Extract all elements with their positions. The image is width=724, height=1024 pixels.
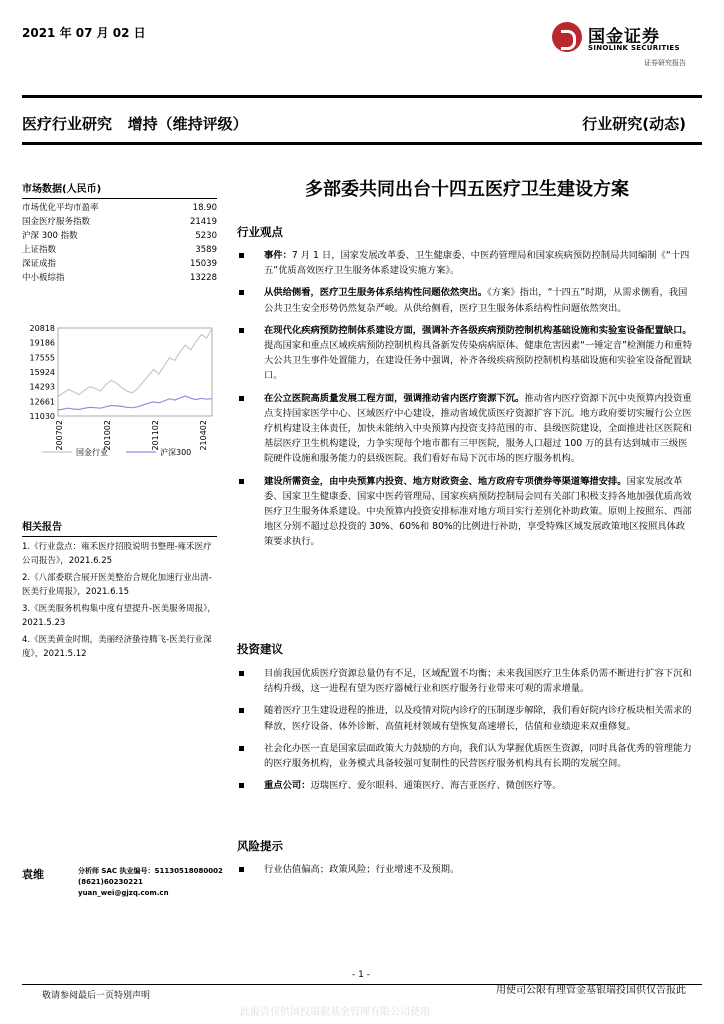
company-logo	[552, 20, 702, 62]
market-row	[22, 257, 217, 271]
report-date: 2021 年 07 月 02 日	[22, 26, 146, 40]
bullet-lead: 从供给侧看，医疗卫生服务体系结构性问题依然突出。	[264, 287, 488, 299]
market-row-label: 国金医疗服务指数	[22, 217, 91, 227]
bullet-text: 目前我国优质医疗资源总量仍有不足，区域配置不均衡；未来我国医疗卫生体系仍需不断进行扩容下沉和结构升级，这一进程有望为医疗器械行业和医疗服务行业带来可观的需求增量。	[264, 668, 692, 695]
bullet-lead: 在现代化疾病预防控制体系建设方面，强调补齐各级疾病预防控制机构基础设施和实验室设备配置缺口。	[264, 324, 692, 336]
bullet-lead: 重点公司：	[264, 780, 311, 792]
chart-y-tick-label: 19186	[29, 338, 55, 348]
index-chart-svg	[22, 320, 217, 480]
market-data-rows	[22, 201, 217, 285]
logo-en-text: SINOLINK SECURITIES	[588, 44, 680, 52]
market-row-value: 18.90	[192, 203, 217, 213]
market-row-label: 上证指数	[22, 245, 57, 255]
bullet-item	[237, 391, 692, 467]
market-row	[22, 201, 217, 215]
report-type-tag: 证券研究报告	[644, 59, 686, 67]
industry-view-list	[237, 248, 692, 557]
chart-plot-frame	[58, 328, 212, 416]
bullet-text: 《方案》指出，“十四五”时期，从需求侧看，我国公共卫生安全形势仍然复杂严峻。从供给侧看，医疗卫生服务体系结构性问题依然突出。	[264, 287, 688, 314]
analyst-contact-line[interactable]: yuan_wei@gjzq.com.cn	[78, 889, 169, 897]
related-divider	[22, 536, 217, 537]
chart-series-line-0	[58, 328, 212, 397]
market-data-panel	[22, 180, 217, 285]
bullet-item	[237, 248, 692, 278]
page-number: - 1 -	[352, 970, 370, 980]
market-row	[22, 229, 217, 243]
chart-x-tick-label: 210402	[199, 420, 208, 451]
bullet-lead: 事件：	[264, 250, 292, 261]
bullet-text: 提高国家和重点区域疾病预防控制机构具备新发传染病病原体、健康危害因素“一锤定音”检测能力和重特大公共卫生事件处置能力，在建设任务中强调，补齐各级疾病预防控制机构基础设施和实验室设备配置缺口。	[264, 340, 692, 382]
footer-disclaimer: 敬请参阅最后一页特别声明	[42, 991, 151, 1001]
market-row-value: 3589	[195, 245, 217, 255]
chart-y-tick-label: 15924	[29, 368, 55, 377]
market-row	[22, 271, 217, 285]
related-reports-title: 相关报告	[22, 522, 62, 533]
related-report-item[interactable]: 1.《行业盘点：雍禾医疗招股说明书整理-雍禾医疗公司报告》，2021.6.25	[22, 542, 212, 566]
section-industry-view: 行业观点	[237, 225, 283, 239]
bullet-lead: 在公立医院高质量发展工程方面，强调推动省内医疗资源下沉。	[264, 392, 525, 404]
bullet-text: 随着医疗卫生建设进程的推进，以及疫情对院内诊疗的压制逐步解除，我们看好院内诊疗板块相关需求的释放，医疗设备、体外诊断、高值耗材领域有望恢复高速增长，估值和业绩迎来双重修复。	[264, 705, 692, 732]
market-row-label: 中小板综指	[22, 273, 65, 283]
chart-y-tick-label: 11030	[29, 412, 55, 421]
bullet-text: 推动省内医疗资源下沉中央预算内投资重点支持国家医学中心、区域医疗中心建设，推动省域优质医疗资源扩容下沉。地方政府要切实履行公立医疗机构建设主体责任，加快未能纳入中央预算内投资支持范围的市、县级医院建设，全面推进社区医院和基层医疗卫生机构建设，力争实现每个地市都有三甲医院，服务人口超过 100 万的县有达到城市三级医院硬件设施和服务能力的县级医院。我们看好布局下沉市场的医疗服务机构。	[264, 392, 692, 465]
market-row-value: 5230	[195, 231, 217, 241]
footer-watermark-text: 此报告仅供国投瑞银基金管理有限公司使用	[240, 1007, 430, 1018]
bullet-text: 国家发展改革委、国家卫生健康委、国家中医药管理局、国家疾病预防控制局会同有关部门积极支持各地加强优质高效医疗卫生服务体系建设。中央预算内投资安排标准对地方项目实行差别化补助政策。原则上按照东、西部地区分别不超过总投资的 30%、60%和 80%的比例进行补助，享受特殊区域发展政策地区按照具体政策要求执行。	[264, 475, 692, 548]
related-report-item[interactable]: 2.《八部委联合展开医美整治合规化加速行业出清-医美行业周报》，2021.6.15	[22, 573, 212, 597]
header-divider-bottom	[22, 142, 702, 145]
market-row	[22, 215, 217, 229]
related-report-item[interactable]: 4.《医美黄金时期，美丽经济蛰待腾飞-医美行业深度》，2021.5.12	[22, 635, 212, 659]
analyst-contact	[78, 866, 223, 899]
bullet-item	[237, 778, 692, 793]
chart-y-tick-label: 14293	[29, 382, 55, 392]
footer-usage-note: 用使司公限有理管金基银瑞投国供仅告报此	[496, 985, 686, 996]
market-row-value: 21419	[189, 217, 217, 227]
market-row-label: 市场优化平均市盈率	[22, 203, 99, 213]
analyst-contact-line: 分析师 SAC 执业编号：S1130518080002	[78, 867, 223, 875]
index-chart	[22, 320, 217, 480]
report-category: 行业研究(动态)	[582, 115, 686, 133]
analyst-name: 袁维	[22, 868, 44, 881]
market-row-value: 13228	[189, 273, 217, 283]
bullet-text: 迈瑞医疗、爱尔眼科、通策医疗、海吉亚医疗、微创医疗等。	[310, 780, 562, 792]
bullet-item	[237, 862, 692, 877]
market-row-value: 15039	[189, 259, 217, 269]
market-row-label: 深证成指	[22, 259, 57, 269]
chart-x-tick-label: 201102	[151, 420, 160, 451]
bullet-text: 行业估值偏高；政策风险；行业增速不及预期。	[264, 864, 460, 875]
chart-legend-label: 沪深300	[160, 448, 192, 457]
chart-legend-label: 国金行业	[76, 448, 108, 457]
market-row-label: 沪深 300 指数	[22, 231, 78, 241]
logo-icon	[552, 22, 582, 52]
chart-y-tick-label: 17555	[29, 353, 55, 363]
section-investment-advice: 投资建议	[237, 642, 283, 656]
header-divider-top	[22, 95, 702, 98]
bullet-lead: 建设所需资金，由中央预算内投资、地方财政资金、地方政府专项债券等渠道筹措安排。	[264, 475, 627, 487]
bullet-item	[237, 666, 692, 696]
market-data-title: 市场数据(人民币)	[22, 184, 102, 195]
bullet-item	[237, 741, 692, 771]
related-report-item[interactable]: 3.《医美服务机构集中度有望提升-医美服务周报》，2021.5.23	[22, 604, 216, 628]
bullet-item	[237, 703, 692, 733]
report-title: 多部委共同出台十四五医疗卫生建设方案	[305, 179, 629, 200]
bullet-item	[237, 285, 692, 315]
risk-list	[237, 862, 692, 884]
market-row	[22, 243, 217, 257]
chart-series-line-1	[58, 396, 212, 410]
chart-y-tick-label: 20818	[29, 324, 55, 333]
related-reports-list	[22, 540, 217, 661]
analyst-contact-line: (8621)60230221	[78, 878, 143, 886]
related-reports-panel	[22, 518, 217, 661]
chart-y-tick-label: 12661	[29, 397, 55, 407]
bullet-text: 7 月 1 日，国家发展改革委、卫生健康委、中医药管理局和国家疾病预防控制局共同编制《“十四五”优质高效医疗卫生服务体系建设实施方案》。	[264, 250, 690, 277]
section-risk: 风险提示	[237, 839, 283, 853]
chart-x-tick-label: 201002	[103, 420, 112, 451]
market-divider	[22, 198, 217, 199]
industry-rating-title: 医疗行业研究 增持（维持评级）	[22, 115, 248, 133]
bullet-item	[237, 474, 692, 550]
investment-advice-list	[237, 666, 692, 800]
logo-cn-text: 国金证券	[588, 27, 660, 47]
chart-x-tick-label: 200702	[55, 420, 64, 451]
bullet-item	[237, 323, 692, 384]
bullet-text: 社会化办医一直是国家层面政策大力鼓励的方向，我们认为掌握优质医生资源，同时具备优秀的管理能力的医疗服务机构，业务模式具备较强可复制性的民营医疗服务机构具有长期的发展空间。	[264, 742, 692, 770]
